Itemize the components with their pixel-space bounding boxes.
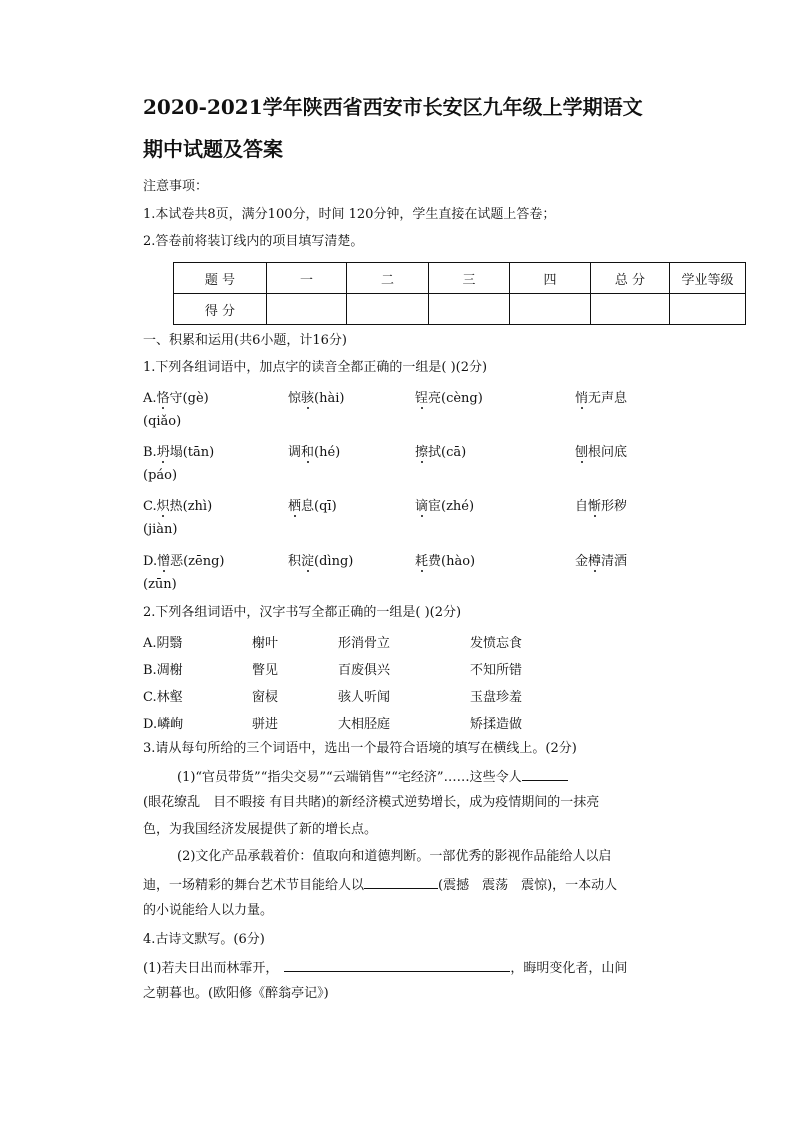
score-input-cell[interactable] [267,294,347,325]
paragraph-line: 之朝暮也。(欧阳修《醉翁亭记》) [143,986,329,1001]
paragraph-line [143,958,627,978]
paragraph-line [177,767,568,787]
option-word [288,387,344,406]
section-heading: 一、积累和运用(共6小题，计16分) [143,333,347,348]
word-text: (hé) [314,445,341,460]
option-word [143,441,214,460]
emphasized-char: 憎 [157,554,171,569]
word-text: 亮(cèng) [428,391,483,406]
table-cell: 学业等级 [670,263,746,294]
paragraph-line [143,875,617,895]
option-pinyin-wrap: (qiǎo) [143,414,182,429]
option-word: 百废俱兴 [338,663,391,678]
question-stem: 1.下列各组词语中，加点字的读音全都正确的一组是( )(2分) [143,360,488,375]
paragraph-line: 的小说能给人以力量。 [143,903,274,918]
paragraph-text: 迪，一场精彩的舞台艺术节目能给人以 [143,878,365,893]
doc-title-line2: 期中试题及答案 [143,137,283,161]
word-text: 拭(cā) [428,445,467,460]
option-word [575,550,627,569]
word-text: 积 [288,554,302,569]
word-text: B. [143,445,157,460]
option-word [575,387,627,406]
option-pinyin-wrap: (zūn) [143,577,177,592]
word-text: 热(zhì) [169,499,213,514]
table-cell: 得 分 [174,294,267,325]
word-text: 惊 [288,391,302,406]
paragraph-text: (1)若夫日出而林霏开， [143,961,279,976]
word-text: 费(hào) [428,554,476,569]
doc-title-line1: 2020-2021学年陕西省西安市长安区九年级上学期语文 [143,95,643,119]
paragraph-line: (2)文化产品承载着价：值取向和道德判断。一部优秀的影视作品能给人以启 [177,849,612,864]
emphasized-char: 惭 [588,499,602,514]
table-cell: 一 [267,263,347,294]
option-word [575,495,627,514]
option-word [415,441,466,460]
word-text: 根问底 [588,445,628,460]
word-text: 无声息 [588,391,628,406]
paragraph-text: (1)“官员带货”“指尖交易”“云端销售”“宅经济”……这些令人 [177,770,522,785]
score-input-cell[interactable] [347,294,429,325]
paragraph-text: ，晦明变化者，山间 [510,961,628,976]
option-word: A.阴翳 [143,636,183,651]
word-text: (dìng) [314,554,354,569]
question-stem: 4.古诗文默写。(6分) [143,932,265,947]
answer-blank[interactable] [364,875,438,889]
option-word [415,550,475,569]
word-text: 宦(zhé) [428,499,475,514]
answer-blank[interactable] [522,767,568,781]
question-stem: 2.下列各组词语中，汉字书写全都正确的一组是( )(2分) [143,605,462,620]
option-word: 形消骨立 [338,636,391,651]
paragraph-text: (震撼 震荡 震惊)，一本动人 [438,878,618,893]
emphasized-char: 耗 [415,554,429,569]
notice-heading: 注意事项： [143,179,209,194]
option-word: C.林壑 [143,690,183,705]
notice-item: 2.答卷前将装订线内的项目填写清楚。 [143,234,364,249]
option-word: 不知所错 [470,663,523,678]
option-word: 榭叶 [252,636,279,651]
emphasized-char: 擦 [415,445,429,460]
option-word: 骇人听闻 [338,690,391,705]
option-word: B.凋榭 [143,663,183,678]
emphasized-char: 锃 [415,391,429,406]
option-word [143,387,209,406]
word-text: 清酒 [601,554,628,569]
emphasized-char: 炽 [156,499,170,514]
option-pinyin-wrap: (páo) [143,468,178,483]
answer-blank[interactable] [284,958,510,972]
word-text: 息(qī) [301,499,337,514]
option-word: 骈进 [252,717,279,732]
table-row [174,294,746,325]
option-pinyin-wrap: (jiàn) [143,522,178,537]
score-input-cell[interactable] [670,294,746,325]
word-text: 金 [575,554,589,569]
word-text: A. [143,391,157,406]
option-word [575,441,627,460]
word-text: 塌(tān) [169,445,215,460]
question-stem: 3.请从每句所给的三个词语中，选出一个最符合语境的填写在横线上。(2分) [143,741,577,756]
emphasized-char: 刨 [575,445,589,460]
score-input-cell[interactable] [429,294,510,325]
table-row [174,263,746,294]
emphasized-char: 和 [301,445,315,460]
option-word [288,441,340,460]
option-word: 大相胫庭 [338,717,391,732]
option-word: 窗棂 [252,690,279,705]
score-input-cell[interactable] [510,294,591,325]
word-text: 恶(zēng) [170,554,225,569]
table-cell: 题 号 [174,263,267,294]
word-text: D. [143,554,158,569]
option-word [288,495,337,514]
emphasized-char: 悄 [575,391,589,406]
table-cell: 三 [429,263,510,294]
word-text: C. [143,499,157,514]
emphasized-char: 谪 [415,499,429,514]
emphasized-char: 恪 [156,391,170,406]
emphasized-char: 栖 [288,499,302,514]
table-cell: 总 分 [591,263,670,294]
emphasized-char: 樽 [588,554,602,569]
word-text: 调 [288,445,302,460]
option-word: 发愤忘食 [470,636,523,651]
word-text: 守(gè) [169,391,209,406]
word-text: (hài) [314,391,345,406]
option-word [415,387,483,406]
word-text: 形秽 [601,499,628,514]
option-word: 玉盘珍羞 [470,690,523,705]
table-cell: 二 [347,263,429,294]
paragraph-line: (眼花缭乱 目不暇接 有目共睹)的新经济模式逆势增长，成为疫情期间的一抹亮 [143,795,600,810]
emphasized-char: 坍 [156,445,170,460]
option-word: 瞥见 [252,663,279,678]
option-word [415,495,474,514]
table-cell: 四 [510,263,591,294]
score-input-cell[interactable] [591,294,670,325]
option-word: 矫揉造做 [470,717,523,732]
option-word: D.嶙峋 [143,717,184,732]
word-text: 自 [575,499,589,514]
option-word [288,550,353,569]
option-word [143,550,225,569]
emphasized-char: 淀 [301,554,315,569]
score-table [173,262,746,325]
paragraph-line: 色，为我国经济发展提供了新的增长点。 [143,822,378,837]
emphasized-char: 骇 [301,391,315,406]
option-word [143,495,212,514]
notice-item: 1.本试卷共8页，满分100分，时间 120分钟，学生直接在试题上答卷； [143,207,556,222]
